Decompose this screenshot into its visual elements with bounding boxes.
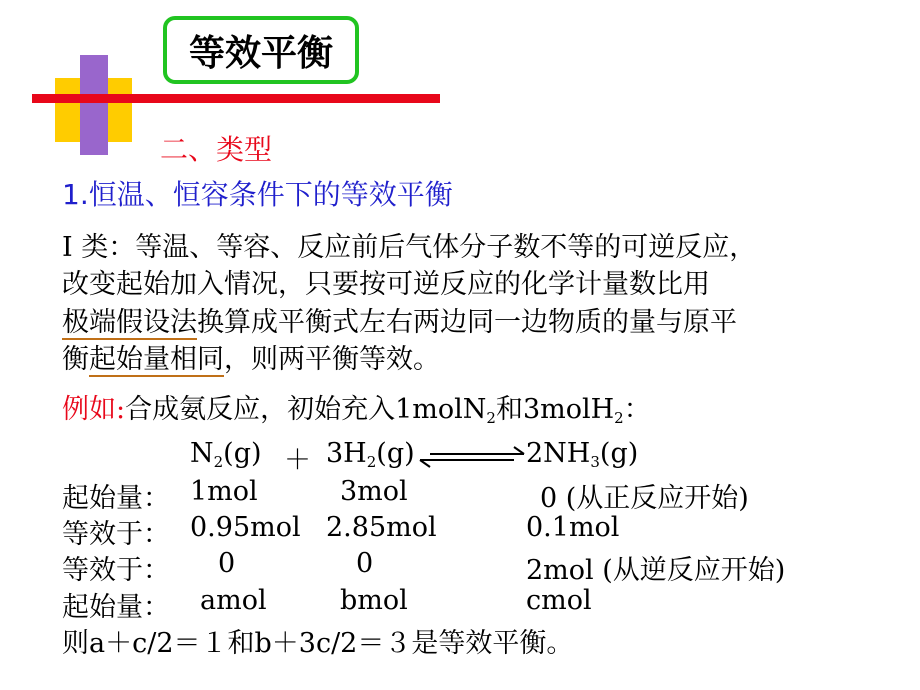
- row-label: 起始量：: [62, 483, 170, 514]
- h2-subscript: 2: [366, 453, 377, 471]
- underlined-phrase: 极端假设法: [62, 307, 197, 338]
- n2-state: (g): [223, 438, 262, 469]
- paragraph-line-4: [62, 337, 440, 376]
- paragraph-line-3-rest: 换算成平衡式左右两边同一边物质的量与原平: [197, 307, 737, 338]
- row-value-nh3: 0 (从正反应开始): [540, 483, 749, 514]
- slide-title-text: 等效平衡: [188, 32, 333, 74]
- paragraph-line-4-start: 衡: [62, 344, 89, 375]
- row-value-h2: 2.85mol: [326, 512, 437, 543]
- example-text-c: ：: [623, 394, 651, 425]
- example-label: 例如:: [62, 394, 126, 425]
- n2-subscript: 2: [213, 453, 224, 471]
- row-value-n2: 0: [218, 548, 236, 579]
- paragraph-line-4-rest: ，则两平衡等效。: [224, 344, 440, 375]
- equilibrium-arrow-icon: [418, 445, 526, 469]
- row-value-h2: 3mol: [340, 476, 408, 507]
- row-value-nh3: cmol: [526, 585, 592, 616]
- example-text-b: 和3molH: [495, 394, 615, 425]
- row-value-n2: 1mol: [190, 476, 258, 507]
- example-line: [62, 387, 651, 426]
- subsection-heading: 1.恒温、恒容条件下的等效平衡: [62, 178, 453, 211]
- nh3-symbol: 2NH: [526, 438, 591, 469]
- paragraph-line-3: [62, 300, 737, 339]
- paragraph-line-1: I 类：等温、等容、反应前后气体分子数不等的可逆反应，: [62, 232, 757, 263]
- conclusion-line: 则a＋c/2＝１和b＋3c/2＝３是等效平衡。: [62, 628, 574, 659]
- equation-reactant-h2: [326, 438, 415, 469]
- row-label: 等效于：: [62, 519, 170, 550]
- slide-title: [163, 16, 359, 84]
- n2-symbol: N: [190, 438, 214, 469]
- row-value-h2: bmol: [340, 585, 408, 616]
- paragraph-line-2: 改变起始加入情况，只要按可逆反应的化学计量数比用: [62, 269, 710, 300]
- row-value-n2: amol: [200, 585, 267, 616]
- row-label: 等效于：: [62, 555, 170, 586]
- row-value-n2: 0.95mol: [190, 512, 301, 543]
- row-label: 起始量：: [62, 592, 170, 623]
- example-text-a: 合成氨反应，初始充入1molN: [125, 394, 487, 425]
- underlined-phrase: 起始量相同: [89, 344, 224, 375]
- h2-symbol: 3H: [326, 438, 367, 469]
- nh3-state: (g): [599, 438, 639, 469]
- row-value-nh3: 0.1mol: [526, 512, 620, 543]
- row-value-nh3: 2mol (从逆反应开始): [526, 555, 786, 586]
- section-heading: 二、类型: [160, 133, 273, 166]
- row-value-h2: 0: [356, 548, 374, 579]
- nh3-subscript: 3: [590, 453, 600, 471]
- example-sub-a: 2: [486, 409, 496, 427]
- decor-red-rule: [32, 94, 440, 103]
- example-sub-b: 2: [614, 409, 624, 427]
- equation-reactant-n2: [190, 438, 262, 469]
- equation-plus: ＋: [284, 445, 311, 476]
- equation-product-nh3: [526, 438, 638, 469]
- decor-purple-bar: [80, 55, 108, 155]
- h2-state: (g): [376, 438, 415, 469]
